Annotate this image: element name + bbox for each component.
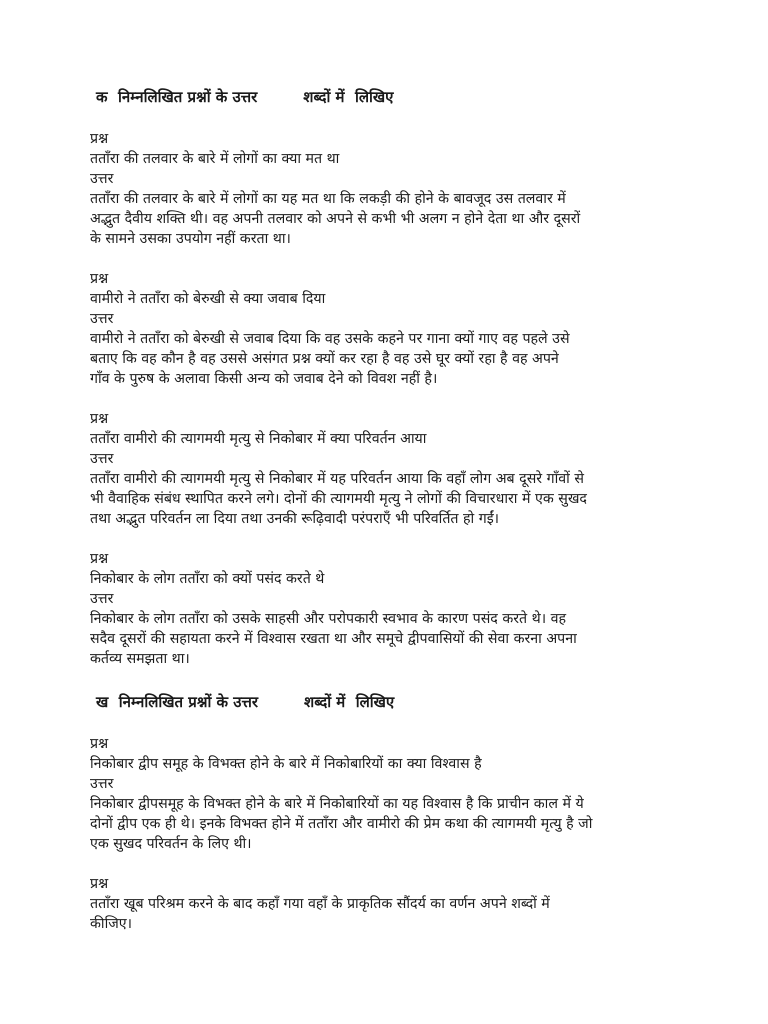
question-text: वामीरो ने तताँरा को बेरुखी से क्या जवाब दिया: [90, 291, 326, 307]
answer-line: एक सुखद परिवर्तन के लिए थी।: [90, 836, 252, 852]
answer-line: तथा अद्भुत परिवर्तन ला दिया तथा उनकी रूढ़िवादी परंपराएँ भी परिवर्तित हो गईं।: [90, 511, 500, 527]
qa-block: [90, 549, 690, 669]
question-label: प्रश्न: [90, 131, 109, 147]
answer-label: उत्तर: [90, 311, 114, 327]
answer-line: के सामने उसका उपयोग नहीं करता था।: [90, 231, 291, 247]
qa-block: [90, 734, 690, 854]
answer-line: तताँरा की तलवार के बारे में लोगों का यह मत था कि लकड़ी की होने के बावजूद उस तलवार में: [90, 191, 566, 207]
answer-line: निकोबार के लोग तताँरा को उसके साहसी और परोपकारी स्वभाव के कारण पसंद करते थे। वह: [90, 611, 567, 627]
section-label: क: [96, 88, 108, 106]
answer-line: भी वैवाहिक संबंध स्थापित करने लगे। दोनों की त्यागमयी मृत्यु ने लोगों की विचारधारा में एक सुखद: [90, 491, 587, 507]
section-heading-a: [96, 87, 393, 107]
question-label: प्रश्न: [90, 411, 109, 427]
question-text: तताँरा की तलवार के बारे में लोगों का क्या मत था: [90, 151, 340, 167]
answer-label: उत्तर: [90, 451, 114, 467]
answer-line: वामीरो ने तताँरा को बेरुखी से जवाब दिया कि वह उसके कहने पर गाना क्यों गाए वह पहले उसे: [90, 331, 570, 347]
answer-line: दोनों द्वीप एक ही थे। इनके विभक्त होने में तताँरा और वामीरो की प्रेम कथा की त्यागमयी मृत्यु है जो: [90, 816, 593, 832]
answer-label: उत्तर: [90, 171, 114, 187]
section-title: निम्नलिखित प्रश्नों के उत्तर: [118, 693, 259, 711]
answer-line: गाँव के पुरुष के अलावा किसी अन्य को जवाब देने को विवश नहीं है।: [90, 371, 438, 387]
answer-line: सदैव दूसरों की सहायता करने में विश्वास रखता था और समूचे द्वीपवासियों की सेवा करना अपना: [90, 631, 577, 647]
section-heading-b: [96, 692, 394, 712]
section-suffix: शब्दों में लिखिए: [303, 88, 394, 106]
qa-block: [90, 874, 690, 934]
section-label: ख: [96, 693, 109, 711]
question-label: प्रश्न: [90, 876, 109, 892]
question-text: निकोबार के लोग तताँरा को क्यों पसंद करते थे: [90, 571, 325, 587]
answer-line: बताए कि वह कौन है वह उससे असंगत प्रश्न क्यों कर रहा है वह उसे घूर क्यों रहा है वह अपने: [90, 351, 559, 367]
section-suffix: शब्दों में लिखिए: [304, 693, 395, 711]
question-label: प्रश्न: [90, 736, 109, 752]
answer-line: तताँरा वामीरो की त्यागमयी मृत्यु से निकोबार में यह परिवर्तन आया कि वहाँ लोग अब दूसरे गाँवों से: [90, 471, 584, 487]
qa-block: [90, 129, 690, 249]
qa-block: [90, 269, 690, 389]
section-title: निम्नलिखित प्रश्नों के उत्तर: [117, 88, 258, 106]
answer-line: निकोबार द्वीपसमूह के विभक्त होने के बारे में निकोबारियों का यह विश्वास है कि प्राचीन काल में ये: [90, 796, 584, 812]
question-label: प्रश्न: [90, 271, 109, 287]
question-label: प्रश्न: [90, 551, 109, 567]
question-text: तताँरा वामीरो की त्यागमयी मृत्यु से निकोबार में क्या परिवर्तन आया: [90, 431, 427, 447]
answer-line: अद्भुत दैवीय शक्ति थी। वह अपनी तलवार को अपने से कभी भी अलग न होने देता था और दूसरों: [90, 211, 581, 227]
answer-line: कर्तव्य समझता था।: [90, 651, 190, 667]
question-text: कीजिए।: [90, 916, 132, 932]
answer-label: उत्तर: [90, 591, 114, 607]
question-text: निकोबार द्वीप समूह के विभक्त होने के बारे में निकोबारियों का क्या विश्वास है: [90, 756, 482, 772]
question-text: तताँरा खूब परिश्रम करने के बाद कहाँ गया वहाँ के प्राकृतिक सौंदर्य का वर्णन अपने शब्दों में: [90, 896, 550, 912]
answer-label: उत्तर: [90, 776, 114, 792]
qa-block: [90, 409, 690, 529]
